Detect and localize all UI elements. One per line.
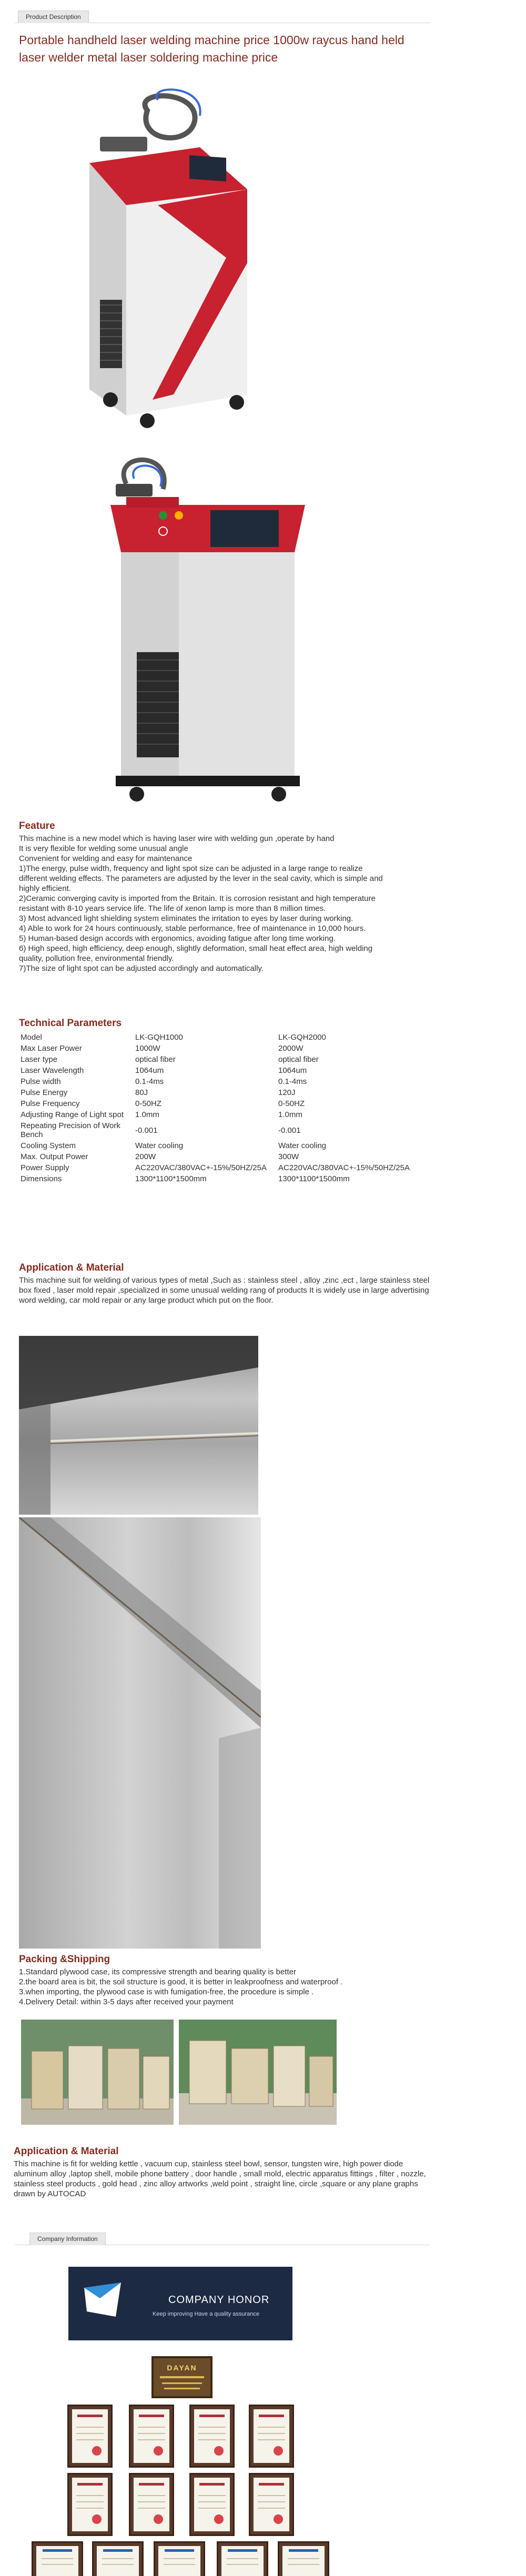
table-row: Model LK-GQH1000 LK-GQH2000	[21, 1033, 326, 1042]
company-information-tabbar	[15, 2233, 430, 2245]
plaque-lines	[162, 2382, 202, 2384]
table-row: Power Supply AC220VAC/380VAC+-15%/50HZ/25A AC220VAC/380VAC+-15%/50HZ/25A	[21, 1163, 410, 1172]
table-row: Max. Output Power 200W 300W	[21, 1152, 299, 1161]
table-row: Dimensions 1300*1100*1500mm 1300*1100*1500mm	[21, 1174, 350, 1183]
packing-line: 1.Standard plywood case, its compressive strength and bearing quality is better	[19, 1968, 296, 1976]
machine-photo-1	[68, 79, 263, 447]
crates-graphic	[21, 2020, 174, 2125]
feature-line: Convenient for welding and easy for maintenance	[19, 854, 193, 863]
feature-line: resistant with 8-10 years service life. The life of xenon lamp is more than 8 million times.	[19, 904, 326, 913]
plaque-text: DAYAN	[167, 2364, 197, 2372]
application-heading-2: Application & Material	[14, 2146, 119, 2157]
honor-plaque	[151, 2356, 213, 2398]
table-row: Pulse Frequency 0-50HZ 0-50HZ	[21, 1099, 305, 1108]
table-row: Pulse width 0.1-4ms 0.1-4ms	[21, 1077, 307, 1086]
certificate	[129, 2473, 174, 2536]
packing-line: 2.the board area is bit, the soil structure is good, it is better in leakproofness and waterproof .	[19, 1977, 343, 1986]
certificate	[249, 2405, 294, 2468]
packing-line: 3.when importing, the plywood case is with fumigation-free, the procedure is simple .	[19, 1987, 314, 1996]
banner-title: COMPANY HONOR	[168, 2294, 270, 2306]
weld-seam-graphic	[19, 1336, 258, 1515]
weld-photo-1	[19, 1336, 258, 1515]
certificate	[67, 2405, 113, 2468]
feature-list	[19, 834, 434, 973]
packing-list	[19, 1967, 434, 2007]
table-row: Pulse Energy 80J 120J	[21, 1088, 296, 1097]
packing-heading: Packing &Shipping	[19, 1954, 110, 1965]
feature-line: highly efficient.	[19, 884, 71, 893]
feature-line: quality, pollution free, environmental friendly.	[19, 954, 174, 963]
table-row: Repeating Precision of Work Bench -0.001 -0.001	[21, 1121, 301, 1139]
crates-graphic	[179, 2020, 337, 2125]
product-description-tabbar	[15, 11, 430, 23]
certificate	[129, 2405, 174, 2468]
application-text: This machine suit for welding of various types of metal ,Such as : stainless steel , alloy ,zinc ,ect , large stainless steel box fixed , laser mold repair ,specialized in some unusual welding rang of products It is widely use in large advertising word welding, car mold repair or any large product which put on the floor.	[19, 1276, 430, 1305]
feature-line: It is very flexible for welding some unusual angle	[19, 844, 188, 853]
tab-product-description[interactable]: Product Description	[18, 11, 89, 23]
banner-logo-icon	[68, 2267, 142, 2340]
table-row: Laser type optical fiber optical fiber	[21, 1055, 319, 1064]
spec-table	[19, 1032, 440, 1184]
certificate	[217, 2541, 268, 2576]
packing-photo-2	[179, 2020, 337, 2125]
certificate	[278, 2541, 329, 2576]
plaque-lines	[160, 2376, 204, 2378]
application-text-2: This machine is fit for welding kettle , vacuum cup, stainless steel bowl, sensor, tungsten wire, high power diode aluminum alloy ,laptop shell, mobile phone battery , door handle , small mold, electric apparatus fittings , filter , nozzle, stainless steel products , gold head , zinc alloy artworks ,weld point , straight line, circle ,square or any plane graphs drawn by AUTOCAD	[14, 2159, 426, 2198]
feature-line: 7)The size of light spot can be adjusted accordingly and automatically.	[19, 964, 264, 973]
banner-subtitle: Keep improving Have a quality assurance	[153, 2311, 260, 2317]
machine-label: Laser welder	[189, 318, 214, 353]
feature-line: different welding effects. The parameters are adjusted by the lever in the seal cavity, which is simple and	[19, 874, 383, 883]
feature-line: 3) Most advanced light shielding system eliminates the irritation to eyes by laser during working.	[19, 914, 353, 923]
certificate	[189, 2473, 235, 2536]
feature-line: 2)Ceramic converging cavity is imported from the Britain. It is corrosion resistant and high temperature	[19, 894, 376, 903]
certificate	[67, 2473, 113, 2536]
feature-line: 5) Human-based design accords with ergonomics, avoiding fatigue after long time working.	[19, 934, 336, 943]
weld-photo-2	[19, 1517, 261, 1949]
application-heading: Application & Material	[19, 1262, 124, 1273]
certificate	[154, 2541, 205, 2576]
certificate	[92, 2541, 144, 2576]
table-row: Laser Wavelength 1064um 1064um	[21, 1066, 307, 1075]
technical-heading: Technical Parameters	[19, 1018, 122, 1029]
page-title: Portable handheld laser welding machine price 1000w raycus hand held laser welder metal laser soldering machine price	[19, 33, 404, 64]
tab-company-information[interactable]: Company Information	[29, 2233, 106, 2245]
certificate	[32, 2541, 83, 2576]
packing-line: 4.Delivery Detail: within 3-5 days after received your payment	[19, 1997, 234, 2006]
machine-photo-2	[95, 452, 316, 820]
feature-line: This machine is a new model which is having laser wire with welding gun ,operate by hand	[19, 834, 335, 843]
certificate	[249, 2473, 294, 2536]
table-row: Max Laser Power 1000W 2000W	[21, 1044, 304, 1053]
plaque-lines	[164, 2388, 200, 2389]
packing-photo-1	[21, 2020, 174, 2125]
company-honor-banner	[68, 2267, 292, 2340]
feature-line: 4) Able to work for 24 hours continuously, stable performance, free of maintenance in 10,000 hours.	[19, 924, 366, 933]
feature-line: 6) High speed, high efficiency, deep enough, slightly deformation, small heat effect area, high welding	[19, 944, 373, 953]
feature-heading: Feature	[19, 820, 55, 831]
feature-line: 1)The energy, pulse width, frequency and light spot size can be adjusted in a large range to realize	[19, 864, 363, 873]
weld-corner-graphic	[19, 1517, 261, 1949]
table-row: Cooling System Water cooling Water cooling	[21, 1141, 327, 1150]
certificate	[189, 2405, 235, 2468]
table-row: Adjusting Range of Light spot 1.0mm 1.0mm	[21, 1110, 302, 1119]
